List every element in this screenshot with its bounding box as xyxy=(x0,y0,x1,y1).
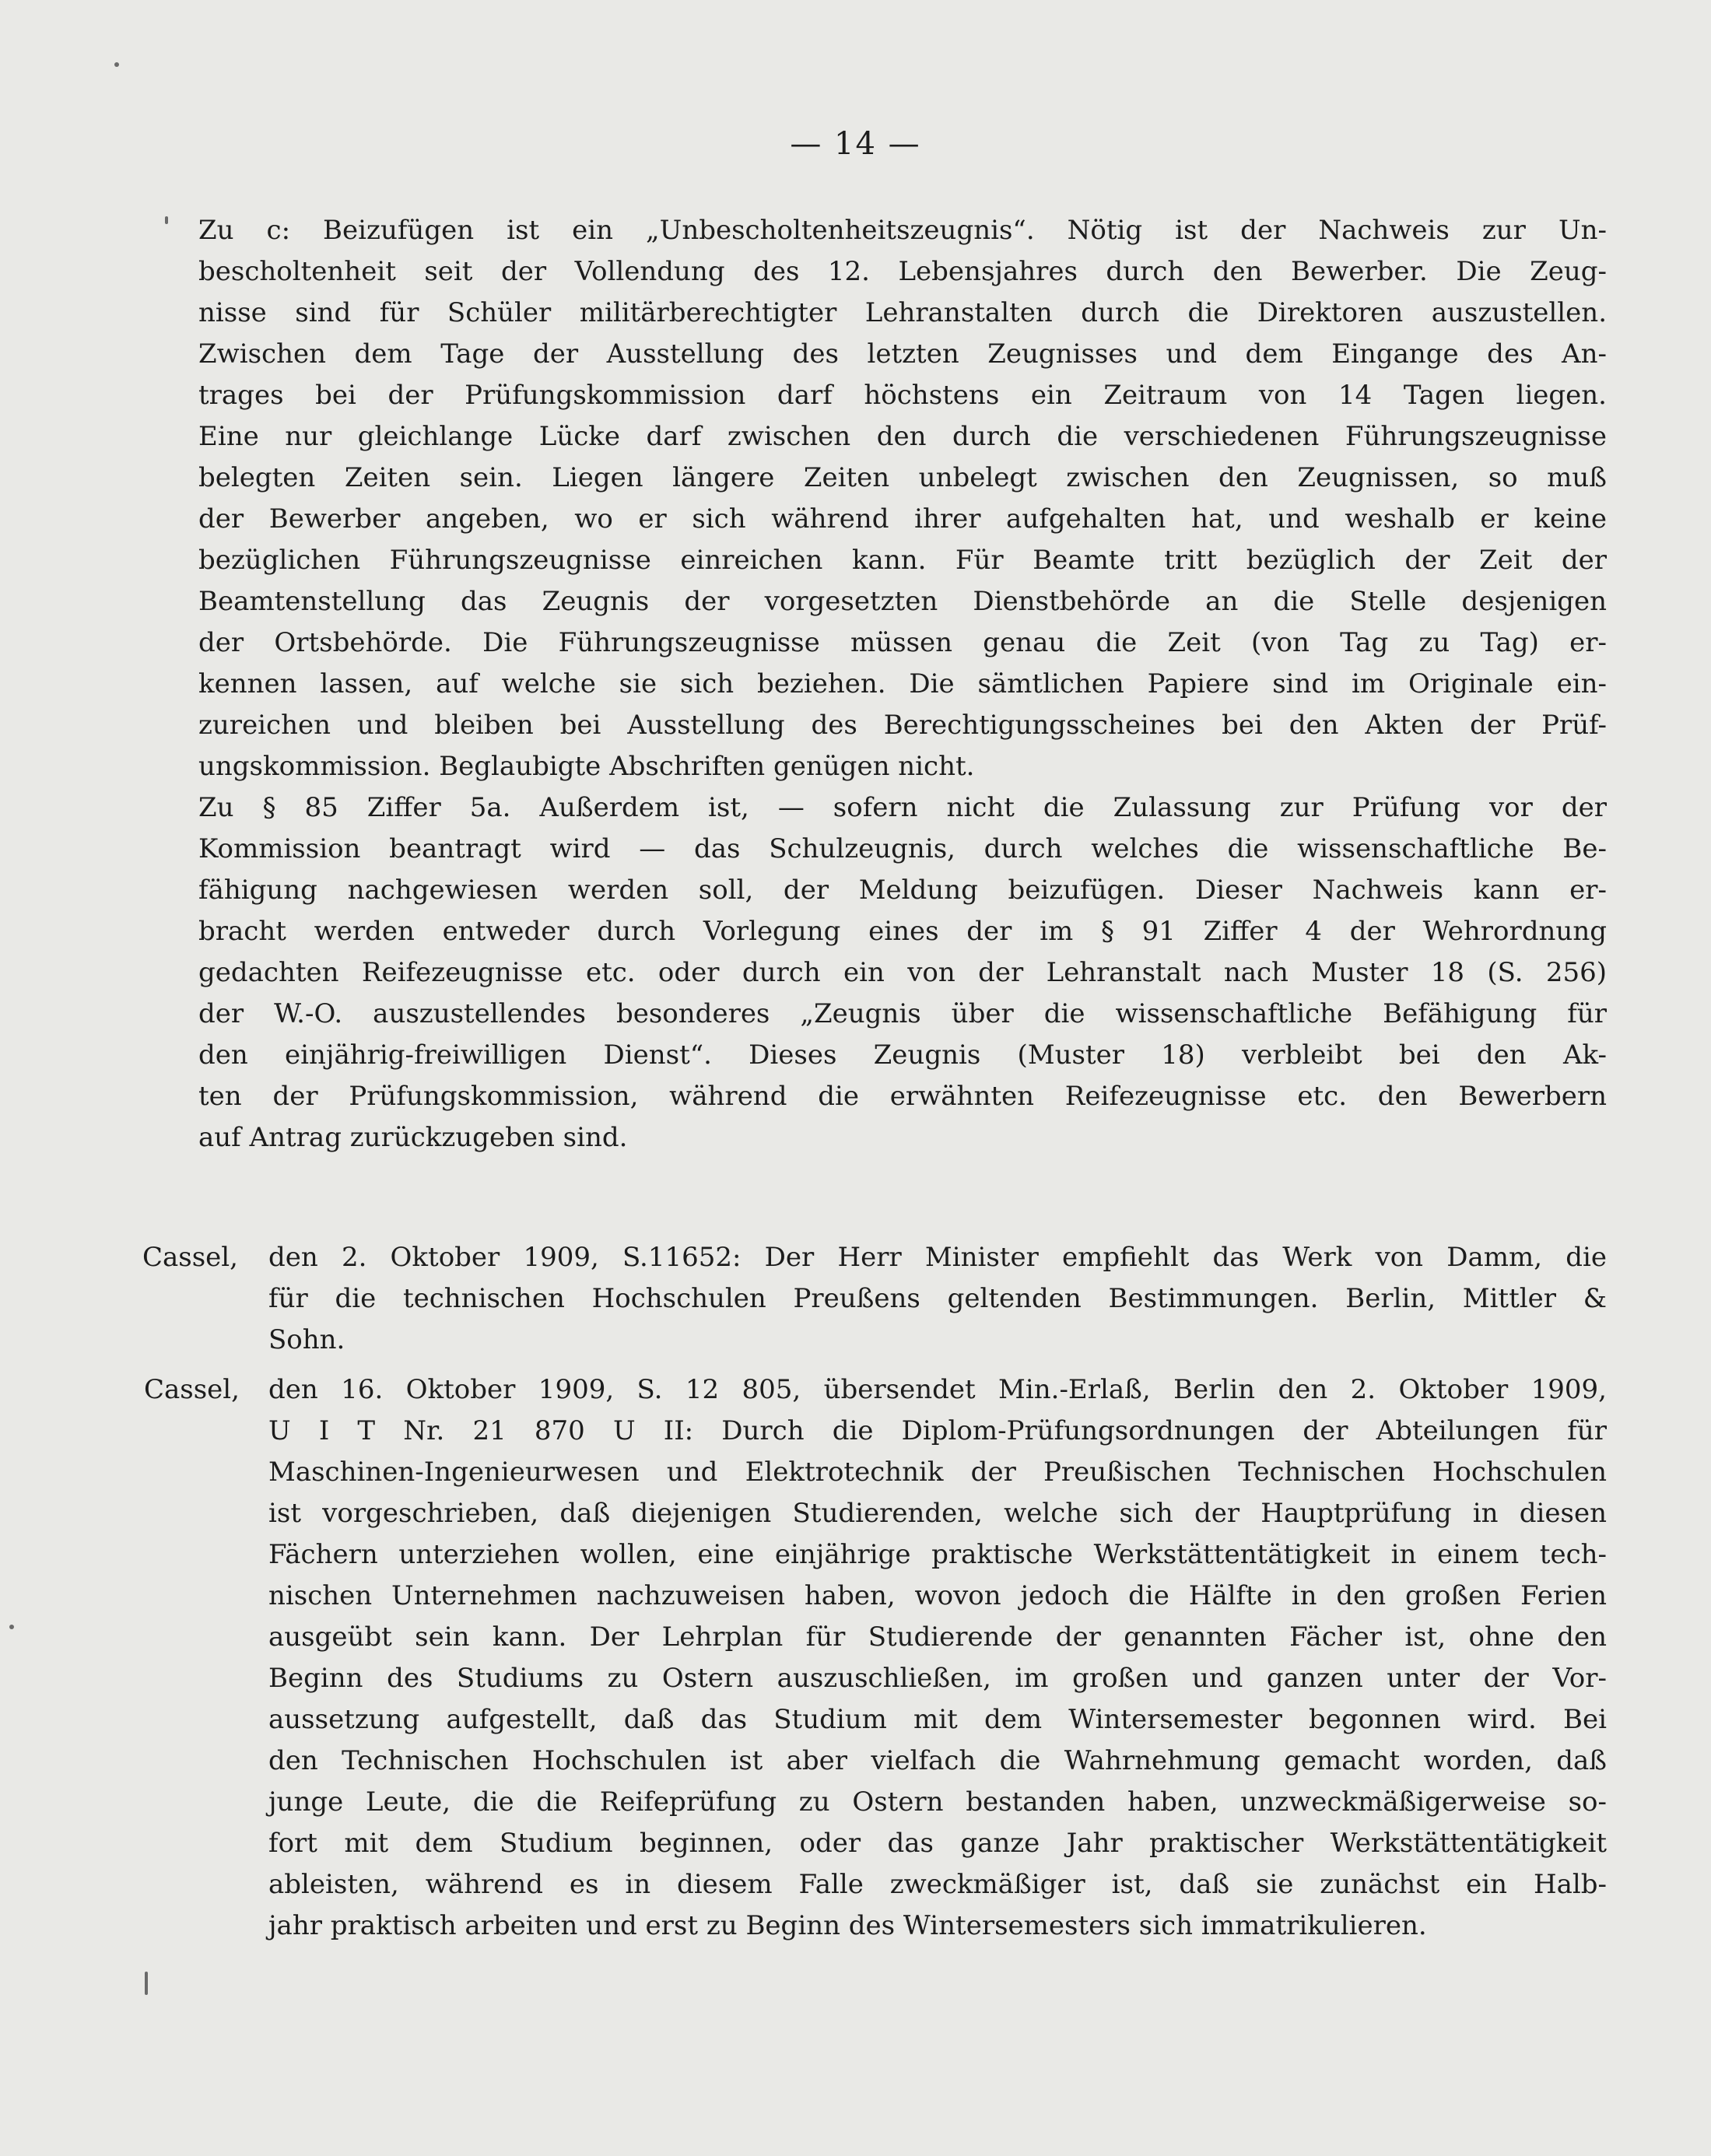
print-speck xyxy=(114,62,119,67)
print-speck xyxy=(9,1625,14,1629)
text-line: ausgeübt sein kann. Der Lehrplan für Studierende der genannten Fächer ist, ohne den xyxy=(268,1621,1607,1653)
entry-body xyxy=(268,1369,1607,1947)
text-line: junge Leute, die die Reifeprüfung zu Ostern bestanden haben, unzweckmäßigerweise so- xyxy=(268,1786,1607,1818)
text-line: jahr praktisch arbeiten und erst zu Beginn des Wintersemesters sich immatrikulieren. xyxy=(268,1910,1427,1941)
text-line: bescholtenheit seit der Vollendung des 12. Lebensjahres durch den Bewerber. Die Zeug- xyxy=(198,256,1607,287)
paragraph-zu-85 xyxy=(144,787,1607,1159)
text-line: für die technischen Hochschulen Preußens geltenden Bestimmungen. Berlin, Mittler & xyxy=(268,1283,1607,1314)
text-line: Eine nur gleichlange Lücke darf zwischen den durch die verschiedenen Führungszeugnisse xyxy=(198,421,1607,452)
body-text xyxy=(144,210,1607,1159)
text-line: gedachten Reifezeugnisse etc. oder durch ein von der Lehranstalt nach Muster 18 (S. 256) xyxy=(198,957,1607,988)
text-line: den 2. Oktober 1909, S.11652: Der Herr Minister empfiehlt das Werk von Damm, die xyxy=(268,1242,1607,1273)
text-line: trages bei der Prüfungskommission darf höchstens ein Zeitraum von 14 Tagen liegen. xyxy=(198,380,1607,411)
text-line: Zu c: Beizufügen ist ein „Unbescholtenheitszeugnis“. Nötig ist der Nachweis zur Un- xyxy=(198,215,1607,246)
page-number: — 14 — xyxy=(790,126,921,162)
text-line: fort mit dem Studium beginnen, oder das ganze Jahr praktischer Werkstättentätigkeit xyxy=(268,1828,1607,1859)
text-line: bezüglichen Führungszeugnisse einreichen kann. Für Beamte tritt bezüglich der Zeit der xyxy=(198,545,1607,576)
text-line: nischen Unternehmen nachzuweisen haben, wovon jedoch die Hälfte in den großen Ferien xyxy=(268,1580,1607,1611)
print-speck xyxy=(145,1972,148,1995)
text-line: ten der Prüfungskommission, während die erwähnten Reifezeugnisse etc. den Bewerbern xyxy=(198,1081,1607,1112)
text-line: den 16. Oktober 1909, S. 12 805, übersendet Min.-Erlaß, Berlin den 2. Oktober 1909, xyxy=(268,1374,1607,1405)
text-line: ungskommission. Beglaubigte Abschriften genügen nicht. xyxy=(198,751,975,782)
text-line: ableisten, während es in diesem Falle zweckmäßiger ist, daß sie zunächst ein Halb- xyxy=(268,1869,1607,1900)
entry-place: Cassel, xyxy=(144,1374,240,1405)
text-line: belegten Zeiten sein. Liegen längere Zeiten unbelegt zwischen den Zeugnissen, so muß xyxy=(198,462,1607,493)
text-line: zureichen und bleiben bei Ausstellung des Berechtigungsscheines bei den Akten der Prüf- xyxy=(198,710,1607,741)
entry-cassel-16-oktober xyxy=(144,1369,1607,1947)
text-line: Kommission beantragt wird — das Schulzeugnis, durch welches die wissenschaftliche Be- xyxy=(198,833,1607,864)
text-line: Zu § 85 Ziffer 5a. Außerdem ist, — sofern nicht die Zulassung zur Prüfung vor der xyxy=(198,792,1607,823)
text-line: Zwischen dem Tage der Ausstellung des letzten Zeugnisses und dem Eingange des An- xyxy=(198,338,1607,370)
text-line: den einjährig-freiwilligen Dienst“. Dieses Zeugnis (Muster 18) verbleibt bei den Ak- xyxy=(198,1039,1607,1071)
text-line: aussetzung aufgestellt, daß das Studium mit dem Wintersemester begonnen wird. Bei xyxy=(268,1704,1607,1735)
text-line: den Technischen Hochschulen ist aber vielfach die Wahrnehmung gemacht worden, daß xyxy=(268,1745,1607,1776)
text-line: der W.-O. auszustellendes besonderes „Zeugnis über die wissenschaftliche Befähigung für xyxy=(198,998,1607,1029)
text-line: U I T Nr. 21 870 U II: Durch die Diplom-Prüfungsordnungen der Abteilungen für xyxy=(268,1415,1607,1446)
text-line: Beamtenstellung das Zeugnis der vorgesetzten Dienstbehörde an die Stelle desjenigen xyxy=(198,586,1607,617)
text-line: nisse sind für Schüler militärberechtigter Lehranstalten durch die Direktoren auszustellen. xyxy=(198,297,1607,328)
text-line: ist vorgeschrieben, daß diejenigen Studierenden, welche sich der Hauptprüfung in diesen xyxy=(268,1498,1607,1529)
text-line: kennen lassen, auf welche sie sich beziehen. Die sämtlichen Papiere sind im Originale ein- xyxy=(198,668,1607,699)
text-line: fähigung nachgewiesen werden soll, der Meldung beizufügen. Dieser Nachweis kann er- xyxy=(198,875,1607,906)
entry-cassel-2-oktober xyxy=(144,1237,1607,1361)
text-line: der Ortsbehörde. Die Führungszeugnisse müssen genau die Zeit (von Tag zu Tag) er- xyxy=(198,627,1607,658)
print-speck xyxy=(165,216,168,224)
text-line: auf Antrag zurückzugeben sind. xyxy=(198,1122,628,1153)
entry-body xyxy=(268,1237,1607,1361)
text-line: bracht werden entweder durch Vorlegung eines der im § 91 Ziffer 4 der Wehrordnung xyxy=(198,916,1607,947)
text-line: der Bewerber angeben, wo er sich während ihrer aufgehalten hat, und weshalb er keine xyxy=(198,503,1607,535)
entry-place: Cassel, xyxy=(142,1242,238,1273)
text-line: Maschinen-Ingenieurwesen und Elektrotechnik der Preußischen Technischen Hochschulen xyxy=(268,1457,1607,1488)
text-line: Sohn. xyxy=(268,1324,345,1355)
text-line: Fächern unterziehen wollen, eine einjährige praktische Werkstättentätigkeit in einem tech- xyxy=(268,1539,1607,1570)
text-line: Beginn des Studiums zu Ostern auszuschließen, im großen und ganzen unter der Vor- xyxy=(268,1663,1607,1694)
paragraph-zu-c xyxy=(144,210,1607,787)
